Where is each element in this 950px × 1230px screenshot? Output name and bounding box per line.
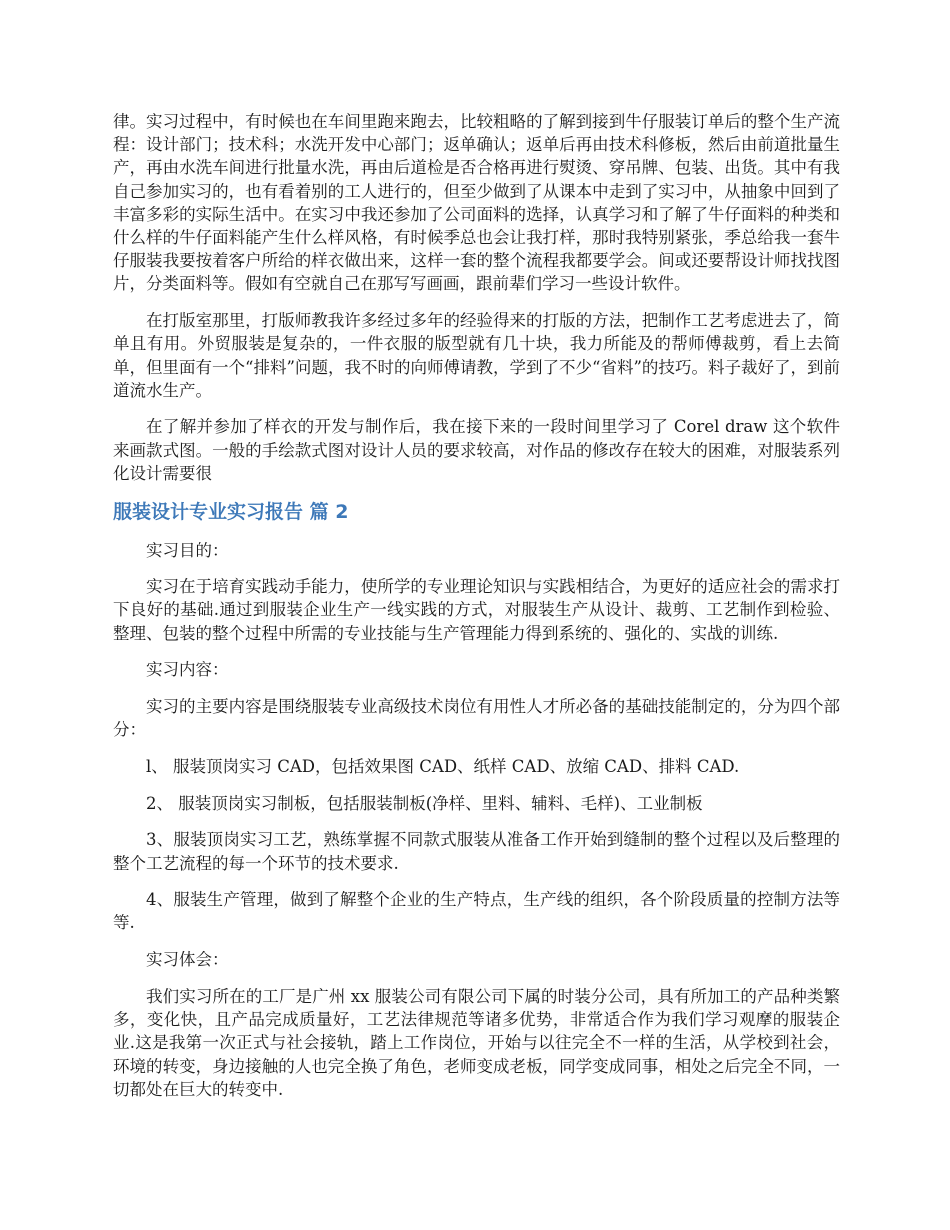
- paragraph-production-flow: 律。实习过程中，有时候也在车间里跑来跑去，比较粗略的了解到接到牛仔服装订单后的整个生产流程：设计部门；技术科；水洗开发中心部门；返单确认；返单后再由技术科修板，然后由前道批量生产，再由水洗车间进行批量水洗，再由后道检是否合格再进行熨烫、穿吊牌、包装、出货。其中有我自己参加实习的，也有看着别的工人进行的，但至少做到了从课本中走到了实习中，从抽象中回到了丰富多彩的实际生活中。在实习中我还参加了公司面料的选择，认真学习和了解了牛仔面料的种类和什么样的牛仔面料能产生什么样风格，有时候季总也会让我打样，那时我特别紧张，季总给我一套牛仔服装我要按着客户所给的样衣做出来，这样一套的整个流程我都要学会。间或还要帮设计师找找图片，分类面料等。假如有空就自己在那写写画画，跟前辈们学习一些设计软件。: [113, 112, 840, 294]
- paragraph-pattern-room: 在打版室那里，打版师教我许多经过多年的经验得来的打版的方法，把制作工艺考虑进去了，简单且有用。外贸服装是复杂的，一件衣服的版型就有几十块，我力所能及的帮师傅裁剪，看上去简单，但里面有一个“排料”问题，我不时的向师傅请教，学到了不少“省料”的技巧。料子裁好了，到前道流水生产。: [113, 311, 840, 400]
- paragraph-content-intro: 实习的主要内容是围绕服装专业高级技术岗位有用性人才所必备的基础技能制定的，分为四个部分：: [113, 697, 840, 740]
- list-item-pattern-making: 2、 服装顶岗实习制板，包括服装制板(净样、里料、辅料、毛样)、工业制板: [146, 793, 703, 813]
- list-item-craft: 3、服装顶岗实习工艺，熟练掌握不同款式服装从准备工作开始到缝制的整个过程以及后整理的整个工艺流程的每一个环节的技术要求.: [113, 830, 840, 873]
- paragraph-corel-draw: 在了解并参加了样衣的开发与制作后，我在接下来的一段时间里学习了 Corel draw 这个软件来画款式图。一般的手绘款式图对设计人员的要求较高，对作品的修改存在较大的困难，对服装系列化设计需要很: [113, 417, 840, 483]
- paragraph-purpose: 实习在于培育实践动手能力，使所学的专业理论知识与实践相结合，为更好的适应社会的需求打下良好的基础.通过到服装企业生产一线实践的方式，对服装生产从设计、裁剪、工艺制作到检验、整理、包装的整个过程中所需的专业技能与生产管理能力得到系统的、强化的、实战的训练.: [113, 577, 840, 643]
- paragraph-experience: 我们实习所在的工厂是广州 xx 服装公司有限公司下属的时装分公司，具有所加工的产品种类繁多，变化快，且产品完成质量好，工艺法律规范等诸多优势，非常适合作为我们学习观摩的服装企业.这是我第一次正式与社会接轨，踏上工作岗位，开始与以往完全不一样的生活，从学校到社会，环境的转变，身边接触的人也完全换了角色，老师变成老板，同学变成同事，相处之后完全不同，一切都处在巨大的转变中.: [113, 986, 840, 1099]
- document-page: [113, 110, 840, 1114]
- list-item-cad: l、 服装顶岗实习 CAD，包括效果图 CAD、纸样 CAD、放缩 CAD、排料 CAD.: [146, 756, 740, 776]
- paragraph-content-label: 实习内容：: [146, 660, 229, 680]
- paragraph-experience-label: 实习体会：: [146, 950, 229, 970]
- paragraph-purpose-label: 实习目的：: [146, 540, 229, 560]
- list-item-management: 4、服装生产管理，做到了解整个企业的生产特点，生产线的组织，各个阶段质量的控制方法等等.: [113, 890, 840, 933]
- section-heading: 服装设计专业实习报告 篇 2: [113, 500, 349, 523]
